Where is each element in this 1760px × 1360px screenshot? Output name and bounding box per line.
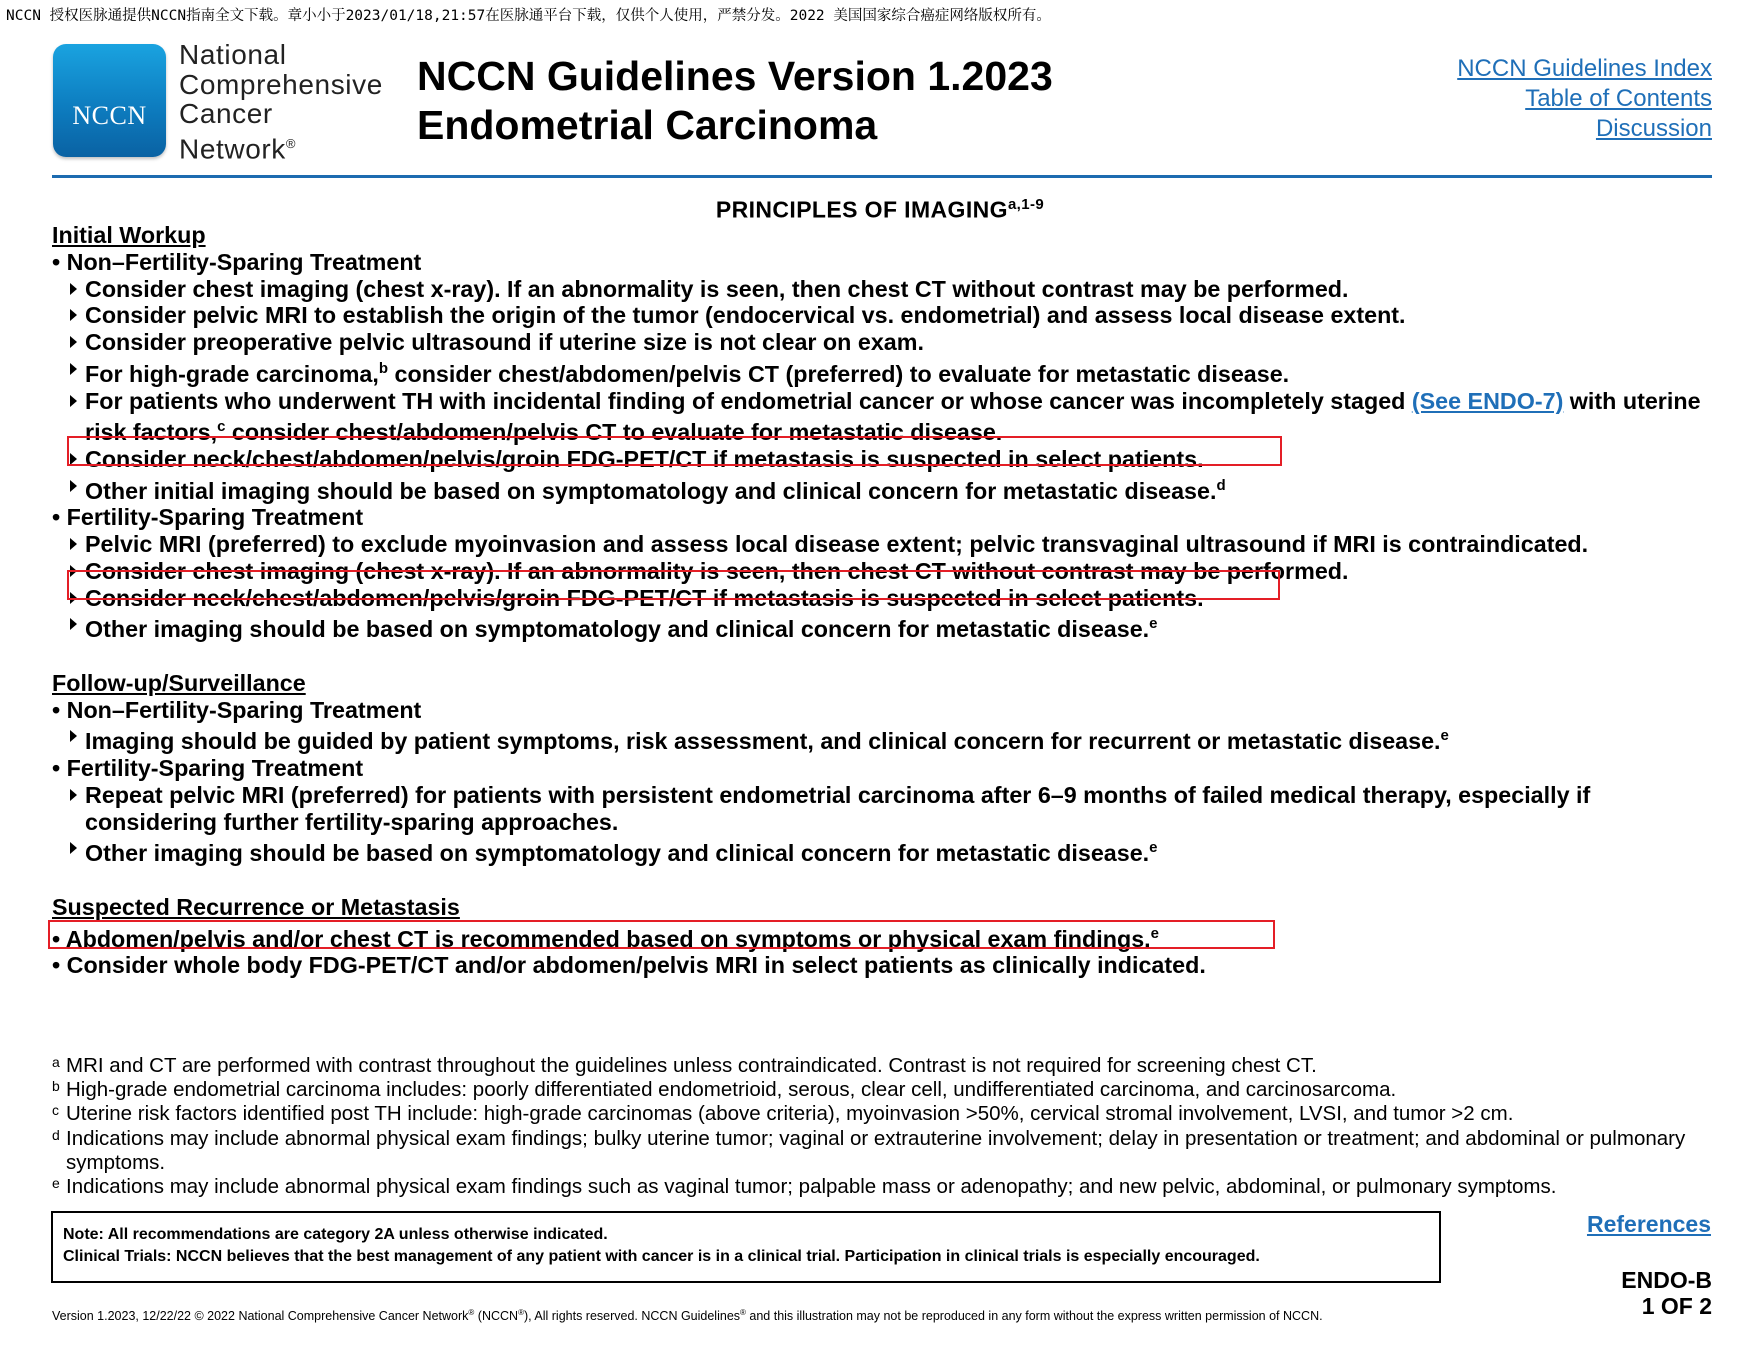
- see-endo-7-link[interactable]: (See ENDO-7): [1411, 387, 1564, 414]
- clinical-trials-line: Clinical Trials: NCCN believes that the best management of any patient with cancer is in a clinical trial. Participation in clinical trials is especially encouraged.: [63, 1248, 1260, 1265]
- header-nav: [1457, 54, 1712, 144]
- list-item: Consider preoperative pelvic ultrasound if uterine size is not clear on exam.: [52, 329, 1722, 356]
- triangle-bullet-icon: [70, 730, 77, 742]
- section-heading: PRINCIPLES OF IMAGING$^{a,1-9}$: [715, 196, 1045, 223]
- triangle-bullet-icon: [70, 618, 77, 630]
- list-item: Other imaging should be based on symptomatology and clinical concern for metastatic disease.$^e$: [52, 835, 1722, 867]
- footnote-a: a MRI and CT are performed with contrast throughout the guidelines unless contraindicated. Contrast is not required for screening chest CT.: [52, 1054, 1317, 1077]
- list-item: Consider chest imaging (chest x-ray). If an abnormality is seen, then chest CT without contrast may be performed.: [52, 558, 1722, 585]
- triangle-bullet-icon: [70, 336, 77, 348]
- triangle-bullet-icon: [70, 538, 77, 550]
- org-line: National: [179, 39, 287, 70]
- page-title: [417, 52, 1053, 150]
- list-item: Other initial imaging should be based on symptomatology and clinical concern for metastatic disease.$^d$: [52, 473, 1722, 505]
- discussion-link[interactable]: Discussion: [1595, 115, 1712, 142]
- highlight-box: [67, 570, 1280, 600]
- references-link[interactable]: References: [1586, 1211, 1711, 1237]
- page-number: 1 OF 2: [1641, 1293, 1712, 1319]
- subheading: • Non–Fertility-Sparing Treatment: [52, 248, 422, 275]
- footnote-b: b High-grade endometrial carcinoma includes: poorly differentiated endometrioid, serous, clear cell, undifferentiated carcinoma, and carcinosarcoma.: [52, 1078, 1397, 1102]
- organization-name: [179, 40, 383, 163]
- triangle-bullet-icon: [70, 480, 77, 492]
- list-item: Consider pelvic MRI to establish the origin of the tumor (endocervical vs. endometrial) and assess local disease extent.: [52, 302, 1722, 329]
- page-code: [1621, 1267, 1712, 1319]
- list-item: Consider chest imaging (chest x-ray). If an abnormality is seen, then chest CT without contrast may be performed.: [52, 276, 1722, 303]
- initial-workup-title: Initial Workup: [52, 222, 206, 248]
- triangle-bullet-icon: [70, 395, 77, 407]
- list-item: Pelvic MRI (preferred) to exclude myoinvasion and assess local disease extent; pelvic transvaginal ultrasound if MRI is contraindicated.: [52, 531, 1722, 558]
- footnote-c: c Uterine risk factors identified post TH include: high-grade carcinomas (above criteria), myoinvasion >50%, cervical stromal involvement, LVSI, and tumor >2 cm.: [52, 1102, 1514, 1126]
- nccn-logo: [53, 44, 166, 157]
- org-line: Network®: [179, 132, 297, 164]
- triangle-bullet-icon: [70, 283, 77, 295]
- title-version: NCCN Guidelines Version 1.2023: [417, 53, 1053, 99]
- triangle-bullet-icon: [70, 363, 77, 375]
- followup-title: Follow-up/Surveillance: [52, 669, 306, 696]
- triangle-bullet-icon: [70, 842, 77, 854]
- note-line: Note: All recommendations are category 2A unless otherwise indicated.: [63, 1226, 608, 1243]
- logo-abbr: NCCN: [72, 101, 147, 130]
- guidelines-index-link[interactable]: NCCN Guidelines Index: [1457, 55, 1712, 82]
- list-item: Imaging should be guided by patient symptoms, risk assessment, and clinical concern for recurrent or metastatic disease.$^e$: [52, 723, 1722, 755]
- triangle-bullet-icon: [70, 309, 77, 321]
- footnotes: [52, 1054, 1722, 1199]
- watermark-text: NCCN 授权医脉通提供NCCN指南全文下载。章小小于2023/01/18,21:57在医脉通平台下载，仅供个人使用，严禁分发。2022 美国国家综合癌症网络版权所有。: [6, 8, 1051, 24]
- list-item: For high-grade carcinoma,$^b$ consider chest/abdomen/pelvis CT (preferred) to evaluate for metastatic disease.: [52, 356, 1722, 388]
- page-code-id: ENDO-B: [1621, 1267, 1712, 1293]
- subheading: • Fertility-Sparing Treatment: [52, 754, 364, 781]
- list-item-highlighted: • Consider whole body FDG-PET/CT and/or abdomen/pelvis MRI in select patients as clinically indicated.: [52, 952, 1206, 979]
- list-item-highlighted: Consider neck/chest/abdomen/pelvis/groin FDG-PET/CT if metastasis is suspected in select patients.: [52, 585, 1722, 612]
- table-of-contents-link[interactable]: Table of Contents: [1525, 85, 1712, 112]
- org-line: Cancer: [179, 98, 273, 129]
- footnote-d: d Indications may include abnormal physical exam findings; bulky uterine tumor; vaginal or extrauterine involvement; delay in presentation or treatment; and abdominal or pulmonary symptoms.: [52, 1126, 1686, 1174]
- list-item: For patients who underwent TH with incidental finding of endometrial cancer or whose cancer was incompletely staged (See ENDO-7) with uterine risk factors,$^c$ consider chest/abdomen/pelvis CT to evaluate for metastatic disease.: [52, 388, 1722, 446]
- title-disease: Endometrial Carcinoma: [417, 102, 878, 148]
- highlight-box: [48, 920, 1275, 949]
- list-item: Repeat pelvic MRI (preferred) for patients with persistent endometrial carcinoma after 6–9 months of failed medical therapy, especially if considering further fertility-sparing approaches.: [52, 782, 1722, 836]
- copyright-notice: Version 1.2023, 12/22/22 © 2022 National Comprehensive Cancer Network® (NCCN®), All rights reserved. NCCN Guidelines® and this illustration may not be reproduced in any form without the express written permission of NCCN.: [52, 1308, 1323, 1324]
- list-item-highlighted: Consider neck/chest/abdomen/pelvis/groin FDG-PET/CT if metastasis is suspected in select patients.: [52, 446, 1722, 473]
- org-line: Comprehensive: [179, 68, 383, 100]
- imaging-content: [52, 222, 1722, 979]
- list-item: • Abdomen/pelvis and/or chest CT is recommended based on symptoms or physical exam findings.$^e$: [52, 924, 1159, 952]
- subheading: • Fertility-Sparing Treatment: [52, 504, 364, 531]
- header-divider: [52, 175, 1712, 178]
- triangle-bullet-icon: [70, 789, 77, 801]
- recurrence-title: Suspected Recurrence or Metastasis: [52, 893, 460, 920]
- list-item: Other imaging should be based on symptomatology and clinical concern for metastatic disease.$^e$: [52, 611, 1722, 643]
- highlight-box: [67, 436, 1282, 466]
- note-box: [51, 1211, 1441, 1283]
- subheading: • Non–Fertility-Sparing Treatment: [52, 696, 422, 723]
- footnote-e: e Indications may include abnormal physical exam findings such as vaginal tumor; palpable mass or adenopathy; and new pelvic, abdominal, or pulmonary symptoms.: [52, 1175, 1557, 1199]
